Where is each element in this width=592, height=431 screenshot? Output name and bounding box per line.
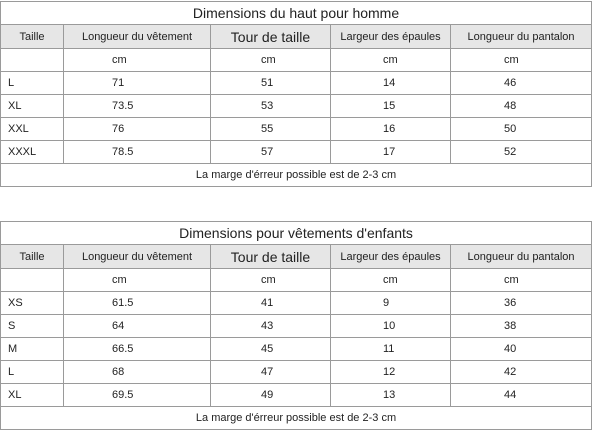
value-cell: 52 xyxy=(451,141,592,164)
unit-cell xyxy=(1,269,64,292)
size-cell: L xyxy=(1,72,64,95)
table-title: Dimensions du haut pour homme xyxy=(1,2,592,25)
value-cell: 44 xyxy=(451,384,592,407)
value-cell: 45 xyxy=(211,338,331,361)
header-cell-shoulder-width: Largeur des épaules xyxy=(331,245,451,269)
value-cell: 53 xyxy=(211,95,331,118)
value-cell: 66.5 xyxy=(64,338,211,361)
size-cell: XL xyxy=(1,384,64,407)
table-row xyxy=(1,118,592,141)
value-cell: 40 xyxy=(451,338,592,361)
value-cell: 14 xyxy=(331,72,451,95)
value-cell: 47 xyxy=(211,361,331,384)
value-cell: 36 xyxy=(451,292,592,315)
value-cell: 43 xyxy=(211,315,331,338)
size-cell: L xyxy=(1,361,64,384)
table-row xyxy=(1,95,592,118)
value-cell: 9 xyxy=(331,292,451,315)
unit-cell: cm xyxy=(64,49,211,72)
unit-cell xyxy=(1,49,64,72)
header-cell-garment-length: Longueur du vêtement xyxy=(64,25,211,49)
value-cell: 13 xyxy=(331,384,451,407)
value-cell: 71 xyxy=(64,72,211,95)
value-cell: 41 xyxy=(211,292,331,315)
table-title: Dimensions pour vêtements d'enfants xyxy=(1,222,592,245)
header-cell-garment-length: Longueur du vêtement xyxy=(64,245,211,269)
units-row xyxy=(1,49,592,72)
error-margin-note: La marge d'érreur possible est de 2-3 cm xyxy=(1,164,592,187)
error-margin-note: La marge d'érreur possible est de 2-3 cm xyxy=(1,407,592,430)
unit-cell: cm xyxy=(331,269,451,292)
value-cell: 12 xyxy=(331,361,451,384)
units-row xyxy=(1,269,592,292)
value-cell: 46 xyxy=(451,72,592,95)
value-cell: 38 xyxy=(451,315,592,338)
header-cell-waist: Tour de taille xyxy=(211,25,331,49)
unit-cell: cm xyxy=(211,49,331,72)
value-cell: 50 xyxy=(451,118,592,141)
unit-cell: cm xyxy=(331,49,451,72)
value-cell: 55 xyxy=(211,118,331,141)
header-cell-pants-length: Longueur du pantalon xyxy=(451,245,592,269)
table-row xyxy=(1,384,592,407)
value-cell: 15 xyxy=(331,95,451,118)
value-cell: 73.5 xyxy=(64,95,211,118)
kids-size-table xyxy=(0,221,592,430)
table-row xyxy=(1,292,592,315)
value-cell: 49 xyxy=(211,384,331,407)
value-cell: 17 xyxy=(331,141,451,164)
table-row xyxy=(1,315,592,338)
value-cell: 11 xyxy=(331,338,451,361)
value-cell: 16 xyxy=(331,118,451,141)
table-row xyxy=(1,141,592,164)
value-cell: 42 xyxy=(451,361,592,384)
value-cell: 68 xyxy=(64,361,211,384)
value-cell: 69.5 xyxy=(64,384,211,407)
size-cell: S xyxy=(1,315,64,338)
value-cell: 76 xyxy=(64,118,211,141)
unit-cell: cm xyxy=(451,49,592,72)
value-cell: 10 xyxy=(331,315,451,338)
header-cell-waist: Tour de taille xyxy=(211,245,331,269)
value-cell: 51 xyxy=(211,72,331,95)
header-row xyxy=(1,245,592,269)
header-row xyxy=(1,25,592,49)
value-cell: 78.5 xyxy=(64,141,211,164)
size-cell: XXXL xyxy=(1,141,64,164)
unit-cell: cm xyxy=(64,269,211,292)
value-cell: 48 xyxy=(451,95,592,118)
table-row xyxy=(1,72,592,95)
header-cell-shoulder-width: Largeur des épaules xyxy=(331,25,451,49)
table-row xyxy=(1,361,592,384)
size-cell: M xyxy=(1,338,64,361)
men-size-table xyxy=(0,1,592,187)
size-cell: XS xyxy=(1,292,64,315)
value-cell: 57 xyxy=(211,141,331,164)
table-row xyxy=(1,338,592,361)
header-cell-size: Taille xyxy=(1,25,64,49)
value-cell: 64 xyxy=(64,315,211,338)
size-cell: XXL xyxy=(1,118,64,141)
size-cell: XL xyxy=(1,95,64,118)
unit-cell: cm xyxy=(451,269,592,292)
unit-cell: cm xyxy=(211,269,331,292)
value-cell: 61.5 xyxy=(64,292,211,315)
header-cell-pants-length: Longueur du pantalon xyxy=(451,25,592,49)
header-cell-size: Taille xyxy=(1,245,64,269)
